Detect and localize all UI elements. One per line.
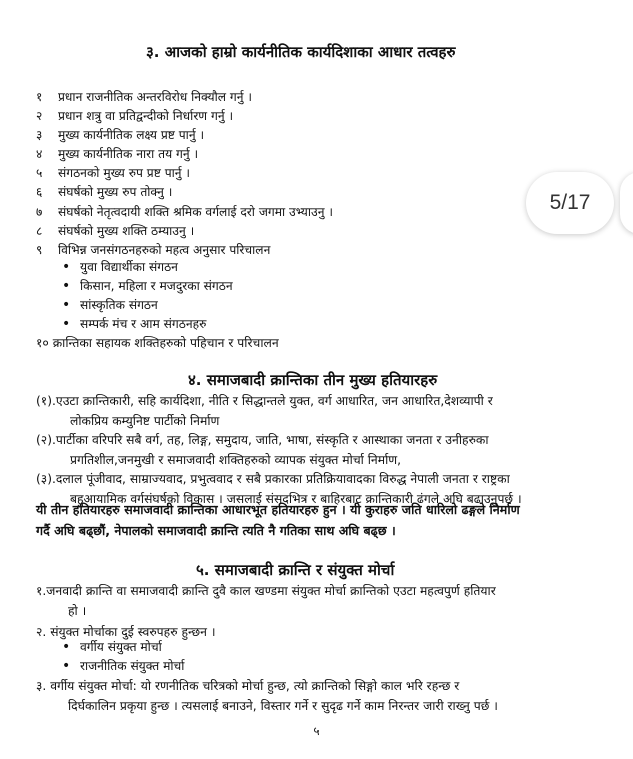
list-item: ५ संगठनको मुख्य रुप प्रष्ट पार्नु । <box>36 166 191 181</box>
list-item: १ प्रधान राजनीतिक अन्तरविरोध निक्यौल गर्नु । <box>36 90 253 104</box>
bullet-item: • सांस्कृतिक संगठन <box>62 296 233 315</box>
list-item: ४ मुख्य कार्यनीतिक नारा तय गर्नु । <box>36 147 199 162</box>
section3-list <box>36 88 333 260</box>
section4-heading: ४. समाजबादी क्रान्तिका तीन मुख्य हतियारहरु <box>188 371 438 389</box>
list-item: ६ संघर्षको मुख्य रुप तोक्नु । <box>36 185 173 200</box>
section4-para-2: (२).पार्टीका वरिपरि सबै वर्ग, तह, लिङ्ग, समुदाय, जाति, भाषा, संस्कृति र आस्थाका जनता र उनीहरुका प्रगतिशील,जनमुखी र समाजवादी शक्तिहरुको व्यापक संयुक्त मोर्चा निर्माण, <box>36 433 489 467</box>
bullet-item: • राजनीतिक संयुक्त मोर्चा <box>62 657 184 676</box>
list-item: २ प्रधान शत्रु वा प्रतिद्वन्दीको निर्धारण गर्नु । <box>36 109 234 124</box>
bullet-item: • वर्गीय संयुक्त मोर्चा <box>62 638 184 657</box>
bullet-item: • सम्पर्क मंच र आम संगठनहरु <box>62 315 233 334</box>
list-item: ३ मुख्य कार्यनीतिक लक्ष्य प्रष्ट पार्नु । <box>36 128 205 143</box>
list-item: ७ संघर्षको नेतृत्वदायी शक्ति श्रमिक वर्गलाई दरो जगमा उभ्याउनु । <box>36 204 333 219</box>
page-number: ५ <box>313 724 320 738</box>
section3-sub-list <box>62 258 233 334</box>
page-indicator <box>526 172 614 234</box>
section3-item-10: १० क्रान्तिका सहायक शक्तिहरुको पहिचान र परिचालन <box>36 336 279 350</box>
section4-para-1: (१).एउटा क्रान्तिकारी, सहि कार्यदिशा, नीति र सिद्धान्तले युक्त, वर्ग आधारित, जन आधारित,देशव्यापी र लोकप्रिय कम्युनिष्ट पार्टीको निर्माण <box>36 394 493 428</box>
section4-para-3: (३).दलाल पूंजीवाद, साम्राज्यवाद, प्रभुत्ववाद र सबै प्रकारका प्रतिक्रियावादका विरुद्ध नेपाली जनता र राष्ट्रका बहुआयामिक वर्गसंघर्षको विकास । जसलाई संसदभित्र र बाहिरबाट क्रान्तिकारी ढंगले अघि बढाउनुपर्छ । <box>36 472 522 506</box>
section5-para-1: १.जनवादी क्रान्ति वा समाजवादी क्रान्ति दुवै काल खण्डमा संयुक्त मोर्चा क्रान्तिको एउटा महत्वपुर्ण हतियार हो । <box>36 584 496 618</box>
section5-para-3: ३. वर्गीय संयुक्त मोर्चा: यो रणनीतिक चरित्रको मोर्चा हुन्छ, त्यो क्रान्तिको सिङ्गो काल भरि रहन्छ र दिर्घकालिन प्रकृया हुन्छ । त्यसलाई बनाउने, विस्तार गर्ने र सुदृढ गर्ने काम निरन्तर जारी राख्नु पर्छ । <box>36 679 498 713</box>
section5-para-2: २. संयुक्त मोर्चाका दुई स्वरुपहरु हुन्छन । <box>36 625 216 639</box>
section5-bullet-list <box>62 638 184 676</box>
list-item: ९ विभिन्न जनसंगठनहरुको महत्व अनुसार परिचालन <box>36 242 271 257</box>
list-item: ८ संघर्षको मुख्य शक्ति ठम्याउनु । <box>36 223 195 238</box>
section3-heading: ३. आजको हाम्रो कार्यनीतिक कार्यदिशाका आधार तत्वहरु <box>146 43 456 61</box>
bullet-item: • किसान, महिला र मजदुरका संगठन <box>62 277 233 296</box>
page-indicator-label: 5/17 <box>549 191 591 214</box>
section5-heading: ५. समाजबादी क्रान्ति र संयुक्त मोर्चा <box>196 561 395 579</box>
section4-summary: यी तीन हतियारहरु समाजवादी क्रान्तिका आधारभूत हतियारहरु हुन । यी कुराहरु जति धारिलो ढङ्गले निर्माण गर्दै अघि बढ्छौं, नेपालको समाजवादी क्रान्ति त्यति नै गतिका साथ अघि बढ्छ । <box>36 502 520 538</box>
bullet-item: • युवा विद्यार्थीका संगठन <box>62 258 233 277</box>
